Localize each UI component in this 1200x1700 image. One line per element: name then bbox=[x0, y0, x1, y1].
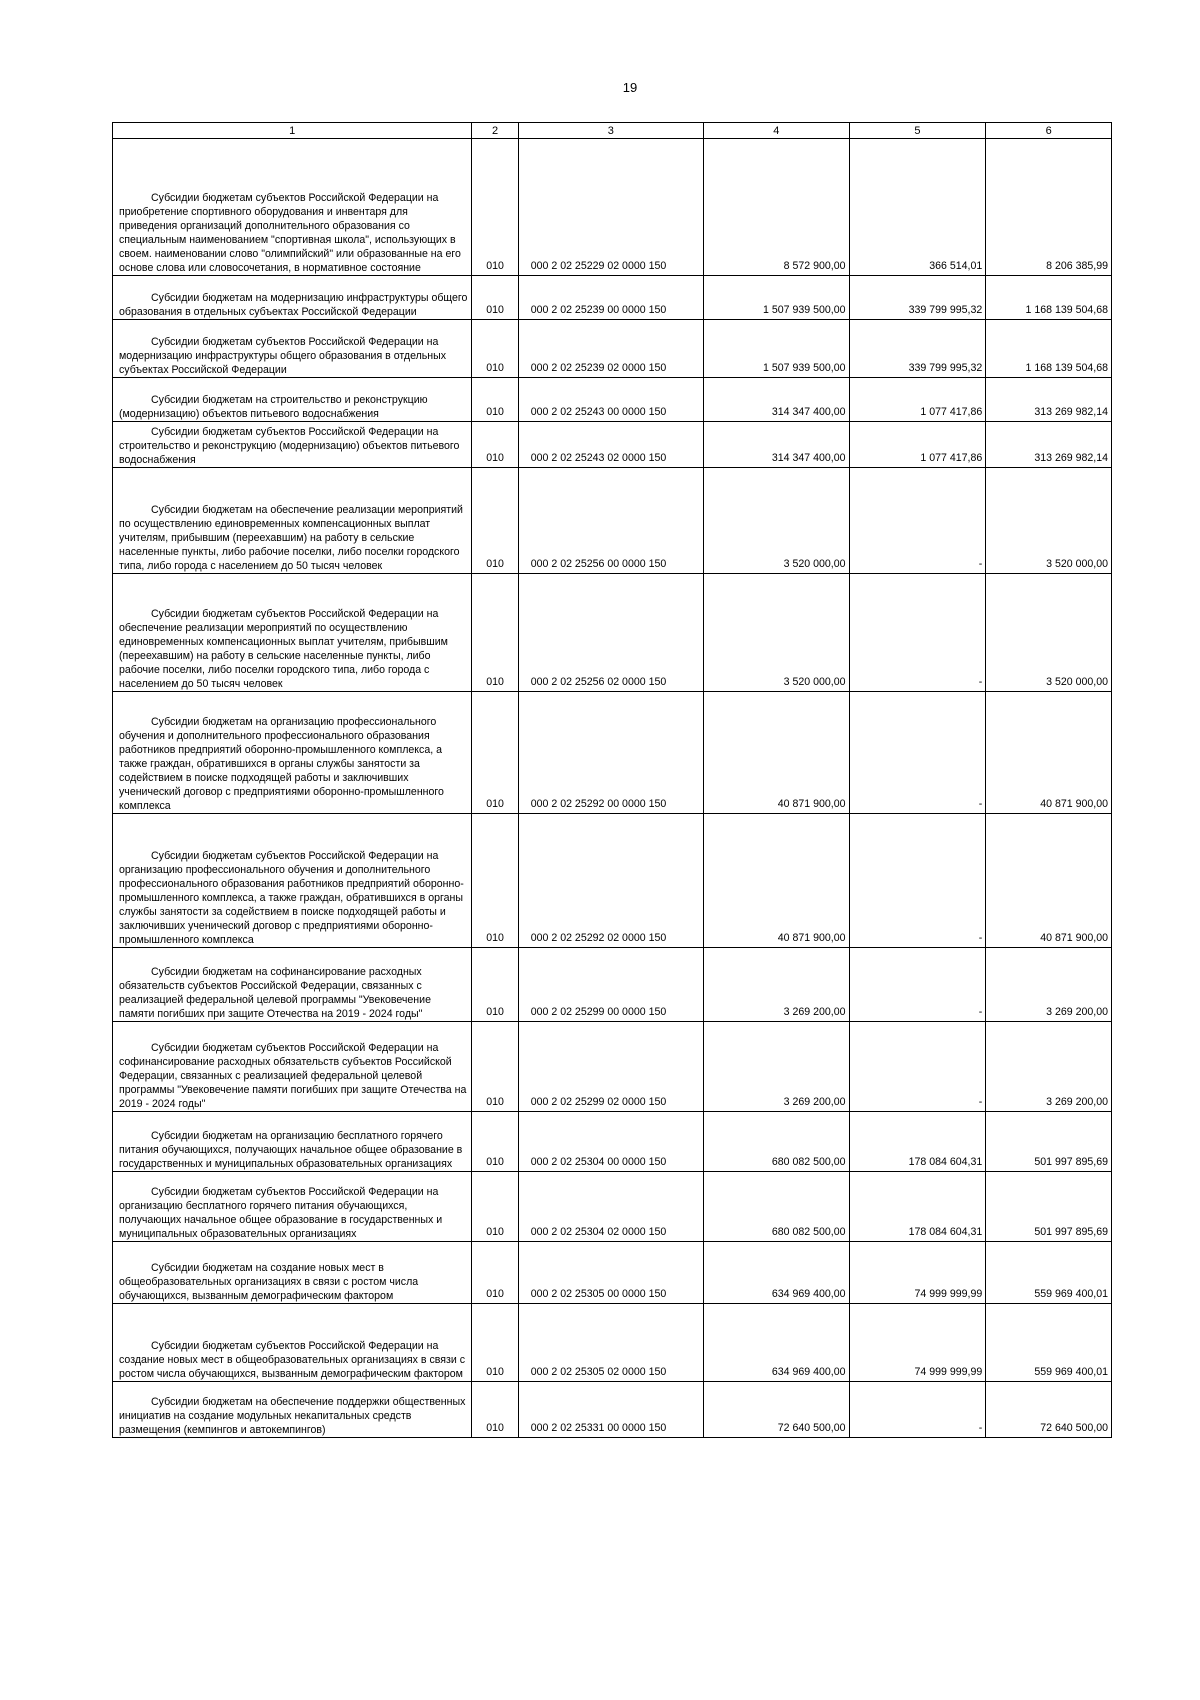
row-executed-amount-cell bbox=[849, 1022, 986, 1112]
row-approved-amount: 634 969 400,00 bbox=[771, 1366, 846, 1378]
row-kbk-code-cell bbox=[518, 948, 703, 1022]
row-admin-code: 010 bbox=[486, 798, 504, 810]
row-admin-code-cell bbox=[472, 276, 518, 320]
table-row bbox=[113, 378, 1112, 422]
column-header: 6 bbox=[986, 123, 1112, 139]
row-executed-amount: 1 077 417,86 bbox=[920, 452, 983, 464]
row-description-cell bbox=[113, 948, 472, 1022]
row-admin-code: 010 bbox=[486, 452, 504, 464]
row-kbk-code-cell bbox=[518, 1112, 703, 1172]
row-admin-code-cell bbox=[472, 139, 518, 276]
row-remaining-amount-cell bbox=[986, 1242, 1112, 1304]
row-description: Субсидии бюджетам субъектов Российской Федерации на приобретение спортивного оборудования и инвентаря для приведения организаций дополнительного образования со специальным наименованием "спортивная школа", использующих в своем. наименовании слово "олимпийский" или образованные на его основе слова или словосочетания, в нормативное состояние bbox=[119, 192, 461, 274]
row-remaining-amount-cell bbox=[986, 1022, 1112, 1112]
row-executed-amount-cell bbox=[849, 468, 986, 574]
row-description-cell bbox=[113, 1382, 472, 1438]
row-kbk-code: 000 2 02 25256 02 0000 150 bbox=[530, 676, 667, 688]
row-remaining-amount-cell bbox=[986, 574, 1112, 692]
row-remaining-amount-cell bbox=[986, 139, 1112, 276]
row-approved-amount: 314 347 400,00 bbox=[771, 406, 846, 418]
row-admin-code: 010 bbox=[486, 1226, 504, 1238]
row-admin-code: 010 bbox=[486, 304, 504, 316]
row-approved-amount: 8 572 900,00 bbox=[783, 260, 846, 272]
row-executed-amount: 1 077 417,86 bbox=[920, 406, 983, 418]
row-description: Субсидии бюджетам на модернизацию инфраструктуры общего образования в отдельных субъектах Российской Федерации bbox=[119, 292, 468, 318]
row-remaining-amount: 559 969 400,01 bbox=[1034, 1366, 1108, 1378]
row-remaining-amount: 3 520 000,00 bbox=[1046, 558, 1108, 570]
row-remaining-amount: 40 871 900,00 bbox=[1040, 798, 1108, 810]
row-executed-amount: 74 999 999,99 bbox=[914, 1288, 983, 1300]
row-admin-code-cell bbox=[472, 1022, 518, 1112]
row-admin-code: 010 bbox=[486, 558, 504, 570]
row-executed-amount: - bbox=[978, 1422, 983, 1434]
table-body bbox=[113, 139, 1112, 1438]
row-approved-amount-cell bbox=[703, 139, 849, 276]
row-remaining-amount-cell bbox=[986, 1112, 1112, 1172]
row-executed-amount-cell bbox=[849, 574, 986, 692]
row-remaining-amount-cell bbox=[986, 1304, 1112, 1382]
row-kbk-code: 000 2 02 25299 02 0000 150 bbox=[530, 1096, 667, 1108]
row-description: Субсидии бюджетам субъектов Российской Федерации на создание новых мест в общеобразовательных организациях в связи с ростом числа обучающихся, вызванным демографическим фактором bbox=[119, 1340, 466, 1380]
row-kbk-code: 000 2 02 25304 00 0000 150 bbox=[530, 1156, 667, 1168]
row-kbk-code: 000 2 02 25305 02 0000 150 bbox=[530, 1366, 667, 1378]
row-admin-code: 010 bbox=[486, 932, 504, 944]
column-header: 1 bbox=[113, 123, 472, 139]
row-admin-code-cell bbox=[472, 948, 518, 1022]
row-remaining-amount-cell bbox=[986, 320, 1112, 378]
row-description: Субсидии бюджетам на организацию профессионального обучения и дополнительного профессионального образования работников предприятий оборонно-промышленного комплекса, а также граждан, обратившихся в органы службы занятости за содействием в поиске подходящей работы и заключивших ученический договор с предприятиями оборонно-промышленного комплекса bbox=[119, 716, 444, 812]
row-kbk-code-cell bbox=[518, 1172, 703, 1242]
row-description: Субсидии бюджетам на софинансирование расходных обязательств субъектов Российской Федерации, связанных с реализацией федеральной целевой программы "Увековечение памяти погибших при защите Отечества на 2019 - 2024 годы" bbox=[119, 966, 431, 1020]
row-admin-code: 010 bbox=[486, 1422, 504, 1434]
row-admin-code: 010 bbox=[486, 1366, 504, 1378]
row-executed-amount: 366 514,01 bbox=[929, 260, 983, 272]
row-executed-amount-cell bbox=[849, 378, 986, 422]
row-approved-amount: 680 082 500,00 bbox=[771, 1226, 846, 1238]
row-kbk-code-cell bbox=[518, 378, 703, 422]
row-admin-code-cell bbox=[472, 1172, 518, 1242]
table-row bbox=[113, 1112, 1112, 1172]
row-admin-code-cell bbox=[472, 692, 518, 814]
row-remaining-amount-cell bbox=[986, 1382, 1112, 1438]
row-remaining-amount: 501 997 895,69 bbox=[1034, 1156, 1108, 1168]
page-number: 19 bbox=[622, 80, 638, 95]
row-description-cell bbox=[113, 422, 472, 468]
row-executed-amount-cell bbox=[849, 320, 986, 378]
table-header-row bbox=[113, 123, 1112, 139]
row-admin-code-cell bbox=[472, 378, 518, 422]
row-remaining-amount-cell bbox=[986, 468, 1112, 574]
row-remaining-amount: 1 168 139 504,68 bbox=[1025, 362, 1108, 374]
row-description-cell bbox=[113, 1242, 472, 1304]
row-description-cell bbox=[113, 139, 472, 276]
row-kbk-code-cell bbox=[518, 422, 703, 468]
row-kbk-code: 000 2 02 25229 02 0000 150 bbox=[530, 260, 667, 272]
row-description: Субсидии бюджетам субъектов Российской Федерации на обеспечение реализации мероприятий по осуществлению единовременных компенсационных выплат учителям, прибывшим (переехавшим) на работу в сельские населенные пункты, либо рабочие поселки, либо поселки городского типа, либо города с населением до 50 тысяч человек bbox=[119, 608, 448, 690]
row-executed-amount-cell bbox=[849, 948, 986, 1022]
table-row bbox=[113, 692, 1112, 814]
row-executed-amount-cell bbox=[849, 139, 986, 276]
row-admin-code-cell bbox=[472, 1242, 518, 1304]
row-approved-amount-cell bbox=[703, 1022, 849, 1112]
row-kbk-code: 000 2 02 25292 02 0000 150 bbox=[530, 932, 667, 944]
row-description: Субсидии бюджетам на обеспечение поддержки общественных инициатив на создание модульных некапитальных средств размещения (кемпингов и автокемпингов) bbox=[119, 1396, 466, 1436]
row-approved-amount-cell bbox=[703, 814, 849, 948]
row-remaining-amount-cell bbox=[986, 422, 1112, 468]
row-remaining-amount: 501 997 895,69 bbox=[1034, 1226, 1108, 1238]
row-executed-amount-cell bbox=[849, 1382, 986, 1438]
row-executed-amount-cell bbox=[849, 276, 986, 320]
row-remaining-amount-cell bbox=[986, 692, 1112, 814]
row-kbk-code: 000 2 02 25239 02 0000 150 bbox=[530, 362, 667, 374]
row-approved-amount-cell bbox=[703, 422, 849, 468]
row-remaining-amount: 8 206 385,99 bbox=[1046, 260, 1108, 272]
row-approved-amount: 1 507 939 500,00 bbox=[763, 304, 846, 316]
row-remaining-amount: 40 871 900,00 bbox=[1040, 932, 1108, 944]
row-admin-code: 010 bbox=[486, 1006, 504, 1018]
row-approved-amount-cell bbox=[703, 1242, 849, 1304]
table-row bbox=[113, 1172, 1112, 1242]
row-description-cell bbox=[113, 814, 472, 948]
row-description: Субсидии бюджетам субъектов Российской Федерации на строительство и реконструкцию (модернизацию) объектов питьевого водоснабжения bbox=[119, 426, 460, 466]
row-approved-amount-cell bbox=[703, 276, 849, 320]
row-approved-amount: 3 520 000,00 bbox=[783, 558, 846, 570]
row-remaining-amount: 3 269 200,00 bbox=[1046, 1096, 1108, 1108]
row-admin-code-cell bbox=[472, 1382, 518, 1438]
row-approved-amount: 680 082 500,00 bbox=[771, 1156, 846, 1168]
table-row bbox=[113, 468, 1112, 574]
row-remaining-amount-cell bbox=[986, 1172, 1112, 1242]
row-executed-amount-cell bbox=[849, 1304, 986, 1382]
row-remaining-amount: 3 520 000,00 bbox=[1046, 676, 1108, 688]
row-executed-amount: - bbox=[978, 676, 983, 688]
row-approved-amount: 40 871 900,00 bbox=[777, 798, 846, 810]
row-approved-amount: 3 269 200,00 bbox=[783, 1006, 846, 1018]
row-description: Субсидии бюджетам субъектов Российской Федерации на организацию профессионального обучения и дополнительного профессионального образования работников предприятий оборонно-промышленного комплекса, а также граждан, обратившихся в органы службы занятости за содействием в поиске подходящей работы и заключивших ученический договор с предприятиями оборонно-промышленного комплекса bbox=[119, 850, 464, 946]
table-row bbox=[113, 422, 1112, 468]
row-executed-amount: 74 999 999,99 bbox=[914, 1366, 983, 1378]
row-executed-amount-cell bbox=[849, 1242, 986, 1304]
table-row bbox=[113, 1304, 1112, 1382]
row-executed-amount: - bbox=[978, 558, 983, 570]
row-remaining-amount-cell bbox=[986, 814, 1112, 948]
row-remaining-amount: 72 640 500,00 bbox=[1040, 1422, 1108, 1434]
column-header: 3 bbox=[518, 123, 703, 139]
row-remaining-amount-cell bbox=[986, 378, 1112, 422]
row-kbk-code-cell bbox=[518, 1382, 703, 1438]
row-kbk-code: 000 2 02 25304 02 0000 150 bbox=[530, 1226, 667, 1238]
row-description: Субсидии бюджетам субъектов Российской Федерации на софинансирование расходных обязательств субъектов Российской Федерации, связанных с реализацией федеральной целевой программы "Увековечение памяти погибших при защите Отечества на 2019 - 2024 годы" bbox=[119, 1042, 467, 1110]
row-description-cell bbox=[113, 692, 472, 814]
row-approved-amount: 40 871 900,00 bbox=[777, 932, 846, 944]
row-approved-amount-cell bbox=[703, 1112, 849, 1172]
row-description-cell bbox=[113, 1022, 472, 1112]
row-remaining-amount: 3 269 200,00 bbox=[1046, 1006, 1108, 1018]
column-header: 5 bbox=[849, 123, 986, 139]
row-executed-amount: 339 799 995,32 bbox=[908, 304, 983, 316]
row-approved-amount-cell bbox=[703, 1382, 849, 1438]
row-kbk-code: 000 2 02 25239 00 0000 150 bbox=[530, 304, 667, 316]
row-remaining-amount-cell bbox=[986, 948, 1112, 1022]
row-description: Субсидии бюджетам субъектов Российской Федерации на организацию бесплатного горячего питания обучающихся, получающих начальное общее образование в государственных и муниципальных образовательных организациях bbox=[119, 1186, 443, 1240]
row-description: Субсидии бюджетам на строительство и реконструкцию (модернизацию) объектов питьевого водоснабжения bbox=[119, 394, 428, 420]
row-executed-amount-cell bbox=[849, 1112, 986, 1172]
row-kbk-code: 000 2 02 25331 00 0000 150 bbox=[530, 1422, 667, 1434]
row-admin-code: 010 bbox=[486, 260, 504, 272]
row-kbk-code-cell bbox=[518, 1022, 703, 1112]
row-kbk-code: 000 2 02 25256 00 0000 150 bbox=[530, 558, 667, 570]
row-admin-code-cell bbox=[472, 468, 518, 574]
row-executed-amount-cell bbox=[849, 422, 986, 468]
row-admin-code: 010 bbox=[486, 1156, 504, 1168]
row-admin-code: 010 bbox=[486, 676, 504, 688]
row-approved-amount: 3 269 200,00 bbox=[783, 1096, 846, 1108]
table-row bbox=[113, 276, 1112, 320]
row-approved-amount: 314 347 400,00 bbox=[771, 452, 846, 464]
row-admin-code: 010 bbox=[486, 1288, 504, 1300]
row-kbk-code-cell bbox=[518, 574, 703, 692]
row-approved-amount-cell bbox=[703, 1304, 849, 1382]
row-approved-amount-cell bbox=[703, 468, 849, 574]
table-row bbox=[113, 948, 1112, 1022]
table-row bbox=[113, 574, 1112, 692]
row-remaining-amount-cell bbox=[986, 276, 1112, 320]
row-kbk-code: 000 2 02 25243 00 0000 150 bbox=[530, 406, 667, 418]
row-approved-amount-cell bbox=[703, 948, 849, 1022]
row-description-cell bbox=[113, 1112, 472, 1172]
row-remaining-amount: 313 269 982,14 bbox=[1034, 452, 1108, 464]
row-kbk-code-cell bbox=[518, 139, 703, 276]
row-admin-code-cell bbox=[472, 574, 518, 692]
row-description-cell bbox=[113, 468, 472, 574]
row-approved-amount-cell bbox=[703, 378, 849, 422]
row-description-cell bbox=[113, 378, 472, 422]
row-executed-amount-cell bbox=[849, 1172, 986, 1242]
row-executed-amount-cell bbox=[849, 814, 986, 948]
row-executed-amount: 339 799 995,32 bbox=[908, 362, 983, 374]
row-approved-amount: 3 520 000,00 bbox=[783, 676, 846, 688]
row-executed-amount-cell bbox=[849, 692, 986, 814]
row-kbk-code-cell bbox=[518, 814, 703, 948]
row-approved-amount-cell bbox=[703, 692, 849, 814]
row-description-cell bbox=[113, 1304, 472, 1382]
row-kbk-code: 000 2 02 25292 00 0000 150 bbox=[530, 798, 667, 810]
table-row bbox=[113, 1022, 1112, 1112]
row-kbk-code: 000 2 02 25305 00 0000 150 bbox=[530, 1288, 667, 1300]
row-description-cell bbox=[113, 320, 472, 378]
row-executed-amount: 178 084 604,31 bbox=[908, 1156, 983, 1168]
row-kbk-code: 000 2 02 25299 00 0000 150 bbox=[530, 1006, 667, 1018]
row-admin-code: 010 bbox=[486, 1096, 504, 1108]
row-admin-code-cell bbox=[472, 422, 518, 468]
row-approved-amount: 634 969 400,00 bbox=[771, 1288, 846, 1300]
table-row bbox=[113, 814, 1112, 948]
column-header: 2 bbox=[472, 123, 518, 139]
row-description-cell bbox=[113, 574, 472, 692]
row-admin-code-cell bbox=[472, 320, 518, 378]
row-description: Субсидии бюджетам на организацию бесплатного горячего питания обучающихся, получающих начальное общее образование в государственных и муниципальных образовательных организациях bbox=[119, 1130, 463, 1170]
row-kbk-code-cell bbox=[518, 276, 703, 320]
row-executed-amount: - bbox=[978, 798, 983, 810]
row-executed-amount: - bbox=[978, 1096, 983, 1108]
row-description-cell bbox=[113, 1172, 472, 1242]
table-row bbox=[113, 1382, 1112, 1438]
row-description: Субсидии бюджетам на создание новых мест в общеобразовательных организациях в связи с ростом числа обучающихся, вызванным демографическим фактором bbox=[119, 1262, 419, 1302]
row-approved-amount-cell bbox=[703, 1172, 849, 1242]
row-kbk-code-cell bbox=[518, 468, 703, 574]
column-header: 4 bbox=[703, 123, 849, 139]
table-row bbox=[113, 139, 1112, 276]
row-kbk-code-cell bbox=[518, 692, 703, 814]
row-approved-amount-cell bbox=[703, 320, 849, 378]
row-remaining-amount: 559 969 400,01 bbox=[1034, 1288, 1108, 1300]
table-row bbox=[113, 1242, 1112, 1304]
row-remaining-amount: 313 269 982,14 bbox=[1034, 406, 1108, 418]
row-admin-code: 010 bbox=[486, 362, 504, 374]
row-description: Субсидии бюджетам на обеспечение реализации мероприятий по осуществлению единовременных компенсационных выплат учителям, прибывшим (переехавшим) на работу в сельские населенные пункты, либо рабочие поселки, либо поселки городского типа, либо города с населением до 50 тысяч человек bbox=[119, 504, 463, 572]
row-approved-amount: 72 640 500,00 bbox=[777, 1422, 846, 1434]
row-executed-amount: 178 084 604,31 bbox=[908, 1226, 983, 1238]
row-description-cell bbox=[113, 276, 472, 320]
row-description: Субсидии бюджетам субъектов Российской Федерации на модернизацию инфраструктуры общего образования в отдельных субъектах Российской Федерации bbox=[119, 336, 447, 376]
row-admin-code-cell bbox=[472, 1112, 518, 1172]
row-executed-amount: - bbox=[978, 1006, 983, 1018]
row-kbk-code-cell bbox=[518, 320, 703, 378]
budget-table bbox=[112, 122, 1112, 1438]
row-approved-amount-cell bbox=[703, 574, 849, 692]
row-approved-amount: 1 507 939 500,00 bbox=[763, 362, 846, 374]
table-row bbox=[113, 320, 1112, 378]
row-kbk-code-cell bbox=[518, 1304, 703, 1382]
row-admin-code: 010 bbox=[486, 406, 504, 418]
row-executed-amount: - bbox=[978, 932, 983, 944]
row-admin-code-cell bbox=[472, 814, 518, 948]
row-remaining-amount: 1 168 139 504,68 bbox=[1025, 304, 1108, 316]
row-kbk-code: 000 2 02 25243 02 0000 150 bbox=[530, 452, 667, 464]
row-kbk-code-cell bbox=[518, 1242, 703, 1304]
row-admin-code-cell bbox=[472, 1304, 518, 1382]
